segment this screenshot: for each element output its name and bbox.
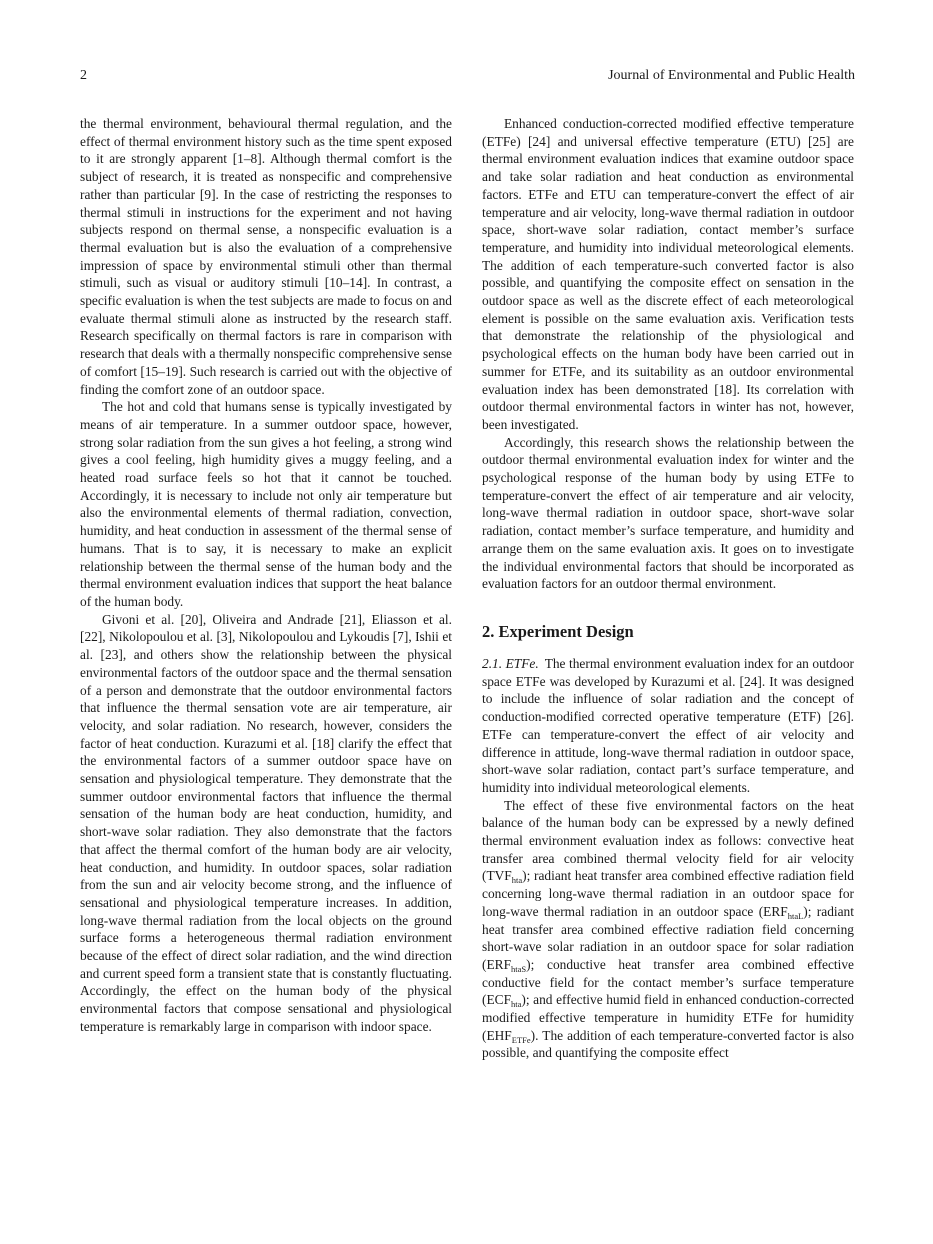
paragraph: Accordingly, this research shows the relationship between the outdoor thermal environmental evaluation index for winter and the psychological response of the human body by using ETFe to temperature-convert the effect of air temperature and air velocity, long-wave thermal radiation in outdoor space, short-wave solar radiation, contact member’s surface temperature, and humidity and arrange them on the same evaluation axis. It goes on to investigate the individual environmental factors that should be incorporated as evaluation factors for an outdoor thermal environment. [482,434,854,592]
journal-title: Journal of Environmental and Public Health [608,68,855,83]
left-column [80,115,452,1036]
paragraph: Enhanced conduction-corrected modified effective temperature (ETFe) [24] and universal effective temperature (ETU) [25] are thermal environment evaluation indices that examine outdoor space and take solar radiation and heat conduction as environmental factors. ETFe and ETU can temperature-convert the effect of air temperature and air velocity, long-wave thermal radiation in outdoor space, short-wave solar radiation, contact member’s surface temperature, and humidity into individual meteorological elements. The addition of each temperature-such converted factor is also possible, and quantifying the composite effect on sensation in the outdoor space as well as the discrete effect of each meteorological element is possible on the same evaluation axis. Verification tests that demonstrate the relationship of the physiological and psychological effects on the human body have been carried out in summer for ETFe, and its suitability as an outdoor environmental evaluation index has been demonstrated [18]. Its correlation with outdoor thermal environmental factors in winter has not, however, been investigated. [482,116,854,432]
paragraph: the thermal environment, behavioural thermal regulation, and the effect of thermal environment history such as the time spent exposed to it are strongly apparent [1–8]. Although thermal comfort is the subject of research, it is treated as nonspecific and comprehensive rather than particular [9]. In the case of restricting the responses to thermal stimuli in instructions for the experiment and not having subjects respond on thermal sense, a nonspecific evaluation is a thermal evaluation but is also the evaluation of a comprehensive impression of space by environmental stimuli other than thermal stimuli, such as visual or auditory stimuli [10–14]. In contrast, a specific evaluation is when the test subjects are made to focus on and evaluate thermal stimuli alone as instructed by the research staff. Research specifically on thermal factors is rare in comparison with research that deals with a thermally nonspecific comprehensive sense of comfort [15–19]. Such research is carried out with the objective of finding the comfort zone of an outdoor space. [80,116,452,397]
subsection-paragraph [482,655,854,797]
text-run: ); and effective humid field in enhanced conduction-corrected modified effective temperature in humidity ETFe for humidity (EHF [482,992,854,1043]
subscript: hta [511,999,522,1010]
subscript: htaS [511,963,527,974]
subscript: ETFe [511,1034,531,1045]
right-column [482,115,854,1062]
subsection-heading: 2.1. ETFe. [482,655,539,671]
page-number: 2 [80,68,87,83]
paragraph-text: The thermal environment evaluation index for an outdoor space ETFe was developed by Kurazumi et al. [24]. It was designed to include the influence of solar radiation and the concept of conduction-modified corrected operative temperature (ETF) [26]. ETFe can temperature-convert the effect of air velocity and difference in attitude, long-wave thermal radiation in outdoor space, short-wave solar radiation, contact part’s surface temperature, and humidity into individual meteorological elements. [482,655,854,795]
subscript: hta [511,875,523,886]
text-run: ); conductive heat transfer area combined effective conductive field for the contact member’s surface temperature (ECF [482,956,854,1008]
running-header [80,66,855,86]
section-heading: 2. Experiment Design [482,621,634,641]
subscript: htaL [787,910,804,921]
text-run: ); radiant heat transfer area combined effective radiation field concerning long-wave thermal radiation in an outdoor space for long-wave thermal radiation in an outdoor space (ERF [482,868,854,919]
paragraph: Givoni et al. [20], Oliveira and Andrade [21], Eliasson et al. [22], Nikolopoulou et al. [3], Nikolopoulou and Lykoudis [7], Ishii et al. [23], and others show the relationship between the physical environmental factors of the outdoor space and the thermal sensation of a person and demonstrate that the outdoor environmental factors that influence the thermal sensation vote are air temperature, air velocity, and solar radiation. No research, however, considers the factor of heat conduction. Kurazumi et al. [18] clarify the effect that the environmental factors of a summer outdoor space have on sensation and physiological temperature. They demonstrate that the summer outdoor environmental factors that influence the thermal sensation of the human body are heat conduction, humidity, and short-wave solar radiation. They also demonstrate that the factors that affect the thermal comfort of the human body are air velocity, heat conduction, and humidity. In outdoor spaces, solar radiation from the sun and air velocity become strong, and the influence of sensational and physiological temperature increases. In addition, long-wave thermal radiation from the local objects on the ground surface forms a heterogeneous thermal radiation environment because of the effect of direct solar radiation, and the wind direction and current speed form a transient state that is constantly fluctuating. Accordingly, the effect on the human body of the physical environmental factors that compose sensational and physiological temperature is remarkably large in comparison with indoor space. [80,611,452,1034]
text-run: ). The addition of each temperature-converted factor is also possible, and quantifying the composite effect [482,1027,854,1061]
text-run: The effect of these five environmental factors on the heat balance of the human body can be expressed by a newly defined thermal environment evaluation index as follows: convective heat transfer area combined thermal velocity field for air velocity (TVF [482,797,854,884]
paragraph: The hot and cold that humans sense is typically investigated by means of air temperature. In a summer outdoor space, however, strong solar radiation from the sun gives a hot feeling, a strong wind gives a cool feeling, high humidity gives a muggy feeling, and a heated road surface feels so hot that it cannot be touched. Accordingly, it is necessary to include not only air temperature but also the environmental elements of thermal radiation, convection, humidity, and heat conduction in assessment of the thermal sense of humans. That is to say, it is necessary to make an explicit relationship between the thermal sense of the human body and the thermal environment evaluation indices that support the heat balance of the human body. [80,399,452,609]
paragraph [482,797,854,1063]
text-run: ); radiant heat transfer area combined effective radiation field concerning short-wave solar radiation in an outdoor space for solar radiation (ERF [482,903,854,972]
